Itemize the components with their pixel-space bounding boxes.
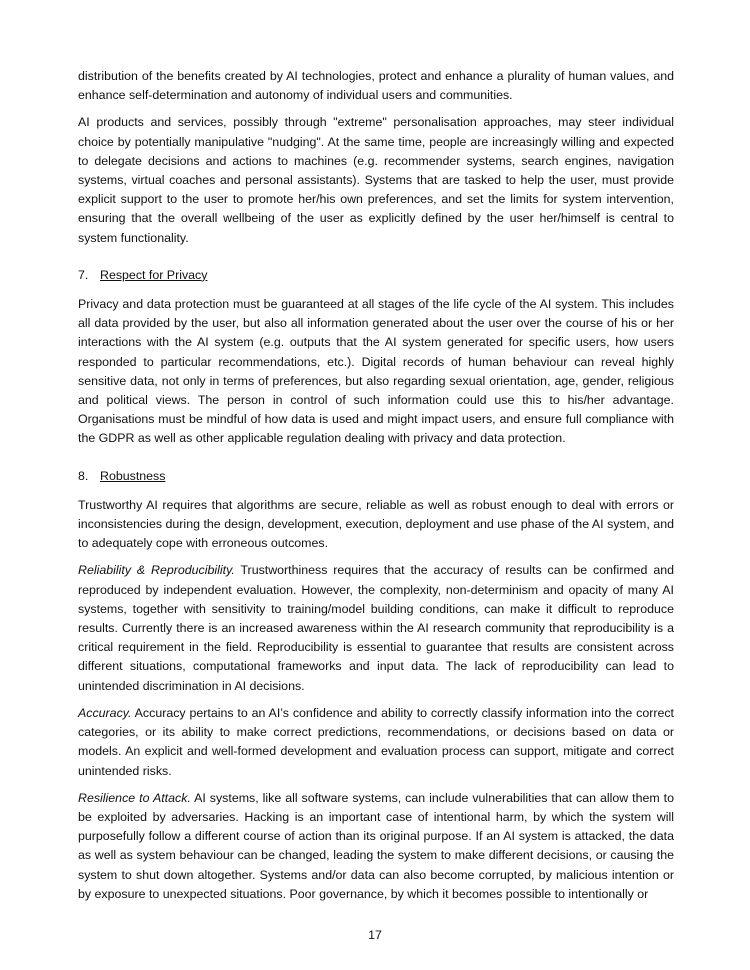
privacy-paragraph: Privacy and data protection must be guaranteed at all stages of the life cycle of the AI system. This includes all data provided by the user, but also all information generated about the user over the course of his or her interactions with the AI system (e.g. outputs that the AI system generated for specific users, how users responded to particular recommendations, etc.). Digital records of human behaviour can reveal highly sensitive data, not only in terms of preferences, but also regarding sexual orientation, age, gender, religious and political views. The person in control of such information could use this to his/her advantage. Organisations must be mindful of how data is used and might impact users, and ensure full compliance with the GDPR as well as other applicable regulation dealing with privacy and data protection. — [78, 297, 674, 446]
accuracy-text: Accuracy pertains to an AI’s confidence and ability to correctly classify information into the correct categories, or its ability to make correct predictions, recommendations, or decisions based on data or models. An explicit and well-formed development and evaluation process can support, mitigate and correct unintended risks. — [78, 705, 674, 778]
section-heading-privacy — [78, 266, 674, 285]
reliability-paragraph — [78, 561, 674, 695]
page-body — [78, 67, 674, 912]
reliability-text: Trustworthiness requires that the accuracy of results can be confirmed and reproduced by independent evaluation. However, the complexity, non-determinism and opacity of many AI systems, together with sensitivity to training/model building conditions, can make it difficult to reproduce results. Currently there is an increased awareness within the AI research community that reproducibility is a critical requirement in the field. Reproducibility is essential to guarantee that results are consistent across different situations, computational frameworks and input data. The lack of reproducibility can lead to unintended discrimination in AI decisions. — [78, 563, 674, 693]
resilience-paragraph — [78, 789, 674, 904]
accuracy-paragraph — [78, 704, 674, 781]
page-number: 17 — [368, 928, 382, 942]
reliability-label: Reliability & Reproducibility. — [78, 563, 235, 578]
resilience-text: AI systems, like all software systems, can include vulnerabilities that can allow them to be exploited by adversaries. Hacking is an important case of intentional harm, by which the system will purposefully follow a different course of action than its original purpose. If an AI system is attacked, the data as well as system behaviour can be changed, leading the system to make different decisions, or causing the system to shut down altogether. Systems and/or data can also become corrupted, by malicious intention or by exposure to unexpected situations. Poor governance, by which it becomes possible to intentionally or — [78, 790, 674, 901]
intro-paragraph-2: AI products and services, possibly through "extreme" personalisation approaches, may steer individual choice by potentially manipulative "nudging". At the same time, people are increasingly willing and expected to delegate decisions and actions to machines (e.g. recommender systems, search engines, navigation systems, virtual coaches and personal assistants). Systems that are tasked to help the user, must provide explicit support to the user to promote her/his own preferences, and set the limits for system intervention, ensuring that the overall wellbeing of the user as explicitly defined by the user her/himself is central to system functionality. — [78, 115, 674, 245]
section-number: 8. — [78, 468, 89, 483]
robustness-paragraph: Trustworthy AI requires that algorithms are secure, reliable as well as robust enough to deal with errors or inconsistencies during the design, development, execution, deployment and use phase of the AI system, and to adequately cope with erroneous outcomes. — [78, 497, 674, 551]
accuracy-label: Accuracy. — [78, 705, 132, 720]
intro-paragraph-1: distribution of the benefits created by AI technologies, protect and enhance a plurality of human values, and enhance self-determination and autonomy of individual users and communities. — [78, 69, 674, 103]
section-heading-robustness — [78, 467, 674, 486]
section-title: Respect for Privacy — [100, 267, 208, 282]
section-title: Robustness — [100, 468, 166, 483]
resilience-label: Resilience to Attack. — [78, 790, 191, 805]
section-number: 7. — [78, 267, 89, 282]
